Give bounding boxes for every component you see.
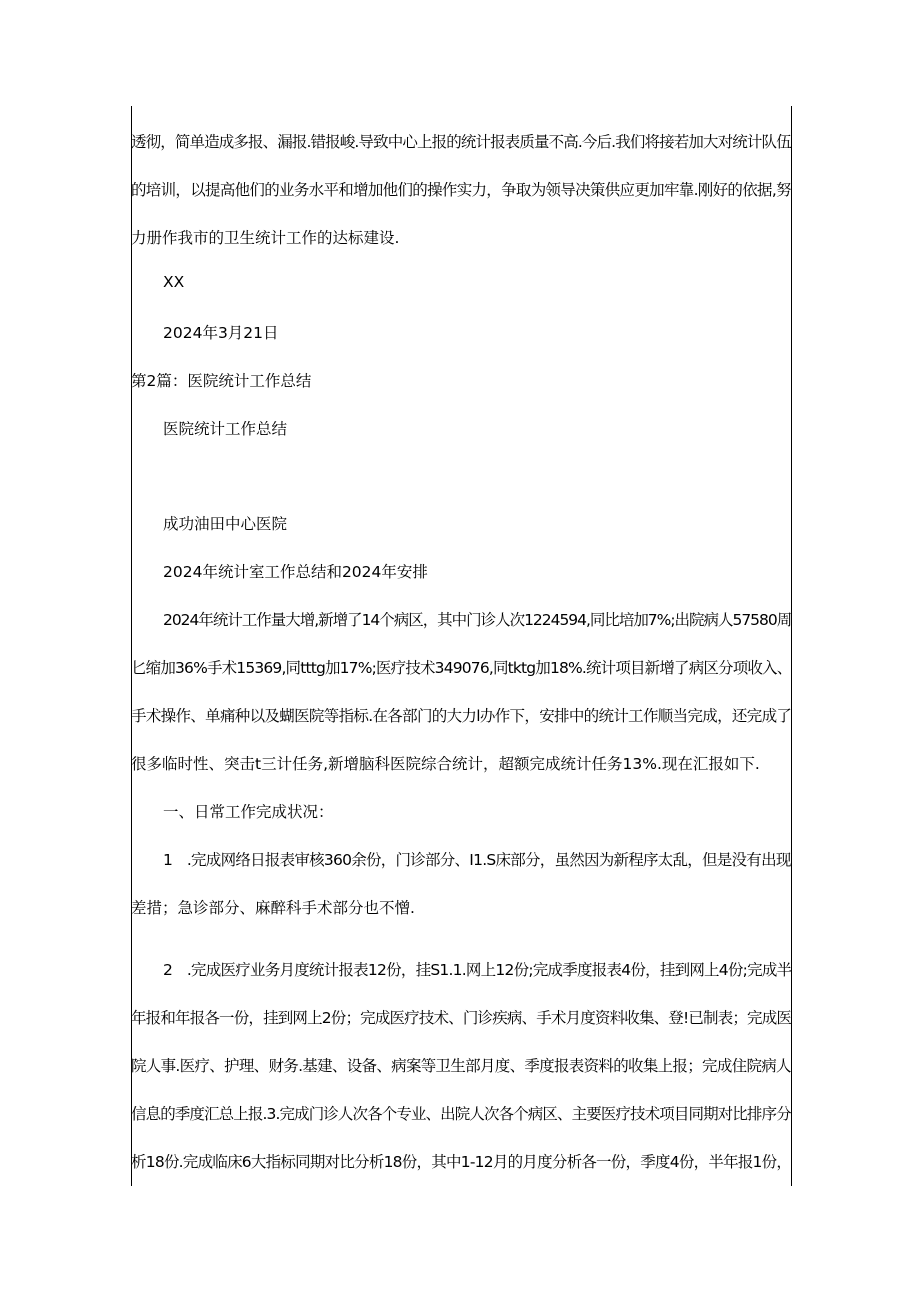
body-line-1: 透彻，简单造成多报、漏报.错报峻.导致中心上报的统计报表质量不高.今后.我们将接若加大对统计队伍 [131, 133, 791, 151]
body-line-13: 很多临时性、突击t三计任务,新增脑科医院综合统计，超额完成统计任务13%.现在汇报如下. [131, 755, 760, 773]
item-2-line-1: 2 .完成医疗业务月度统计报表12份，挂S1.1.网上12份;完成季度报表4份，挂到网上4份;完成半 [163, 961, 792, 979]
body-line-10: 2024年统计工作量大增,新增了14个病区，其中门诊人次1224594,同比培加7%;出院病人57580周 [163, 611, 792, 629]
item-2-line-4: 信息的季度汇总上报.3.完成门诊人次各个专业、出院人次各个病区、主要医疗技术项目同期对比排序分 [131, 1105, 791, 1123]
right-margin-rule [791, 106, 792, 1186]
item-1-line-2: 差措；急诊部分、麻醉科手术部分也不憎. [131, 899, 415, 917]
body-line-12: 手术操作、单痛种以及蝴医院等指标.在各部门的大力l办作下，安排中的统计工作顺当完成，还完成了 [131, 707, 792, 725]
signature-date: 2024年3月21日 [163, 324, 279, 342]
item-2-line-2: 年报和年报各一份，挂到网上2份；完成医疗技术、门诊疾病、手术月度资料收集、登!已制表；完成医 [131, 1009, 792, 1027]
body-line-2: 的培训，以提高他们的业务水平和增加他们的操作实力，争取为领导决策供应更加牢靠.刚好的依据,努 [131, 181, 791, 199]
document-title: 医院统计工作总结 [163, 420, 288, 438]
item-2-line-5: 析18份.完成临床6大指标同期对比分析18份，其中1-12月的月度分析各一份，季度4份，半年报1份， [131, 1153, 792, 1171]
item-1-line-1: 1 .完成网络日报表审核360余份，门诊部分、I1.S床部分，虽然因为新程序太乱，但是没有出现 [163, 851, 791, 869]
section-heading: 第2篇：医院统计工作总结 [131, 372, 312, 390]
signature-name: XX [163, 273, 185, 291]
report-subtitle: 2024年统计室工作总结和2024年安排 [163, 563, 428, 581]
body-line-3: 力册作我市的卫生统计工作的达标建设. [131, 229, 400, 247]
item-2-line-3: 院人事.医疗、护理、财务.基建、设备、病案等卫生部月度、季度报表资料的收集上报；完成住院病人 [131, 1057, 791, 1075]
subsection-heading: 一、日常工作完成状况： [163, 803, 334, 821]
organization-name: 成功油田中心医院 [163, 515, 288, 533]
body-line-11: 匕缩加36%手术15369,同tttg加17%;医疗技术349076,同tktg加18%.统计项目新增了病区分项收入、 [131, 659, 792, 677]
